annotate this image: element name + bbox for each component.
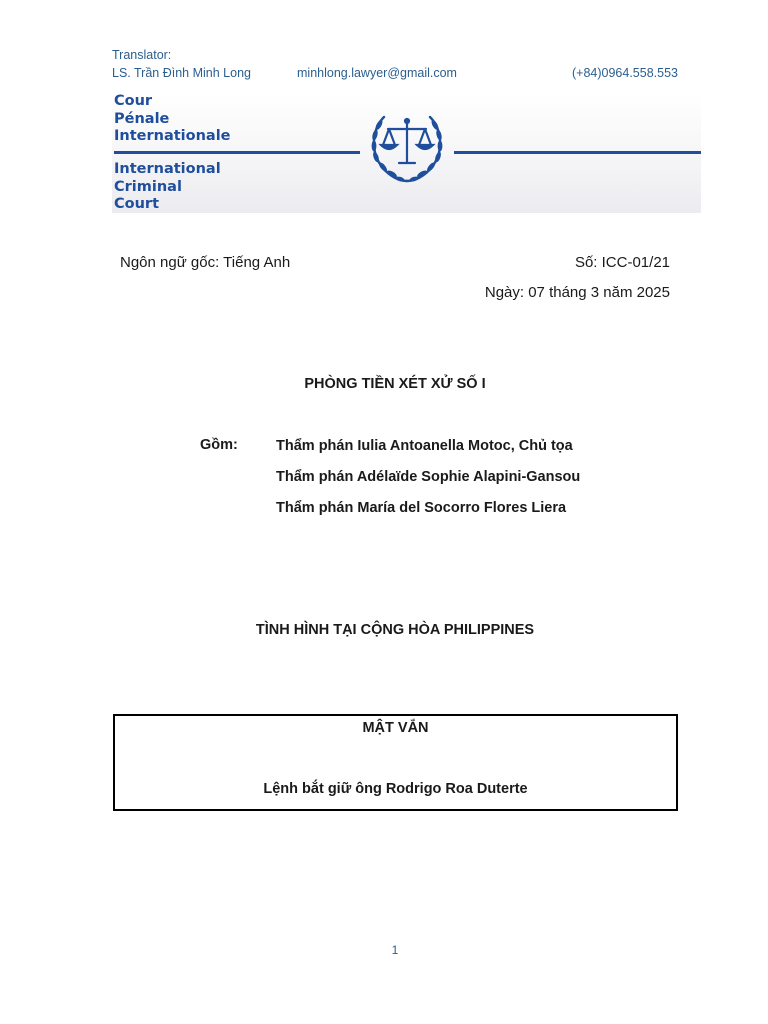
translator-label: Translator:: [112, 48, 172, 62]
logo-rule-right: [454, 151, 701, 154]
judge: Thẩm phán Adélaïde Sophie Alapini-Gansou: [276, 469, 581, 485]
icc-fr-line: Internationale: [114, 128, 231, 144]
original-language: Ngôn ngữ gốc: Tiếng Anh: [120, 254, 291, 271]
judge-presiding: Thẩm phán Iulia Antoanella Motoc, Chủ tọa: [276, 438, 573, 454]
icc-logo-banner: [112, 93, 701, 213]
icc-en-line: International: [114, 161, 221, 177]
translator-phone: (+84)0964.558.553: [572, 66, 678, 80]
classification-box: [113, 714, 678, 811]
icc-fr-line: Cour: [114, 93, 153, 109]
icc-fr-line: Pénale: [114, 110, 170, 127]
translator-header: [112, 46, 682, 82]
icc-en-line: Criminal: [114, 178, 182, 195]
judges-list: [276, 437, 676, 530]
document-number: Số: ICC-01/21: [574, 254, 670, 271]
classification-label: MẬT VẮN: [362, 720, 429, 736]
icc-name-english: [114, 161, 221, 214]
translator-email: minhlong.lawyer@gmail.com: [297, 66, 457, 80]
situation-title: TÌNH HÌNH TẠI CỘNG HÒA PHILIPPINES: [255, 622, 535, 638]
composition-label: Gồm:: [200, 437, 238, 453]
translator-name: LS. Trần Đình Minh Long: [112, 66, 251, 80]
icc-name-french: [114, 93, 231, 146]
document-date: Ngày: 07 tháng 3 năm 2025: [484, 284, 670, 301]
document-subject: Lệnh bắt giữ ông Rodrigo Roa Duterte: [263, 781, 528, 797]
chamber-title: PHÒNG TIỀN XÉT XỬ SỐ I: [304, 376, 486, 392]
logo-rule-left: [114, 151, 360, 154]
judge: Thẩm phán María del Socorro Flores Liera: [276, 500, 567, 516]
page-number: 1: [391, 943, 399, 957]
scales-of-justice-icon: [364, 107, 450, 183]
icc-en-line: Court: [114, 196, 160, 212]
